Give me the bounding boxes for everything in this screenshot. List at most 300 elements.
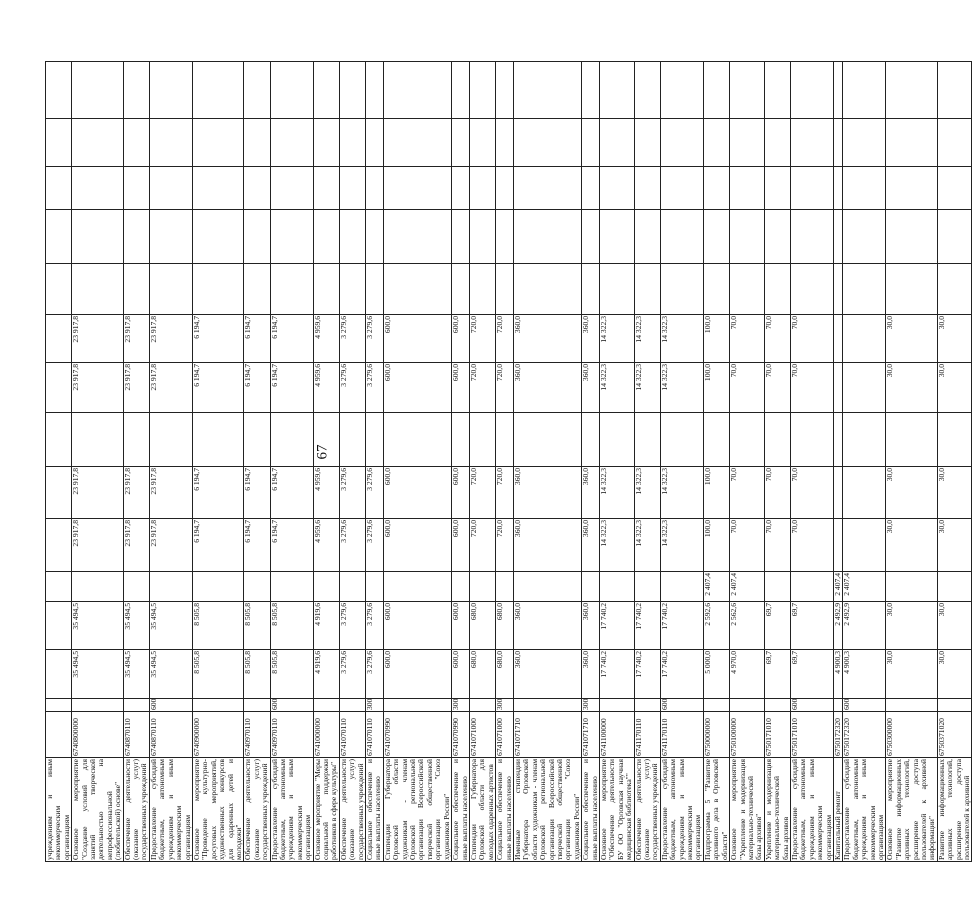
row-value-cell <box>634 119 660 167</box>
row-value-cell: 600,0 <box>452 467 470 519</box>
row-value-cell <box>513 119 581 167</box>
row-value-cell: 14 322,3 <box>634 519 660 572</box>
row-value-cell: 6 194,7 <box>270 467 313 519</box>
row-value-cell: 2 492,9 <box>833 602 842 650</box>
row-code-cell: 6741071000 <box>496 712 514 758</box>
row-value-cell: 30,0 <box>937 315 972 363</box>
row-value-cell: 600,0 <box>452 602 470 650</box>
row-value-cell: 360,0 <box>513 650 581 699</box>
row-value-cell <box>634 167 660 210</box>
row-value-cell: 4 959,6 <box>313 363 339 413</box>
row-value-cell <box>660 167 703 210</box>
row-name-cell: Обеспечение деятельности (оказание услуг) государственных учреждений <box>338 759 365 860</box>
row-value-cell <box>764 119 790 167</box>
row-value-cell: 4 919,6 <box>313 602 339 650</box>
row-empty-cell <box>937 62 972 119</box>
row-name-cell: Социальное обеспечение и иные выплаты населению <box>495 759 513 860</box>
row-value-cell <box>833 363 842 413</box>
row-value-cell <box>452 264 470 315</box>
row-value-cell: 30,0 <box>937 363 972 413</box>
row-value-cell: 360,0 <box>513 315 581 363</box>
row-value-cell: 3 279,6 <box>339 467 365 519</box>
table-row <box>192 62 243 862</box>
row-value-cell <box>469 413 495 467</box>
row-expense-type-cell <box>192 699 243 712</box>
row-value-cell: 2 407,4 <box>730 572 765 602</box>
row-empty-cell <box>270 62 313 119</box>
row-value-cell <box>452 119 470 167</box>
row-value-cell <box>513 413 581 467</box>
row-expense-type-cell <box>123 699 149 712</box>
row-value-cell: 8 505,8 <box>244 602 270 650</box>
table-row <box>313 62 339 862</box>
row-value-cell: 17 740,2 <box>660 650 703 699</box>
row-value-cell <box>833 210 842 264</box>
row-value-cell: 600,0 <box>452 650 470 699</box>
row-value-cell <box>496 413 514 467</box>
row-value-cell: 70,0 <box>730 467 765 519</box>
row-empty-cell <box>149 62 192 119</box>
row-value-cell: 2 592,6 <box>703 602 729 650</box>
row-expense-type-cell <box>730 699 765 712</box>
row-code-cell: 6741000000 <box>313 712 339 758</box>
row-empty-cell <box>46 62 72 119</box>
row-value-cell: 23 917,8 <box>72 467 123 519</box>
row-empty-cell <box>366 62 384 119</box>
row-value-cell: 8 505,8 <box>192 650 243 699</box>
row-value-cell: 35 494,5 <box>123 650 149 699</box>
row-value-cell: 23 917,8 <box>149 519 192 572</box>
table-row <box>634 62 660 862</box>
row-code-cell: 6741070990 <box>383 712 451 758</box>
row-value-cell: 600,0 <box>383 519 451 572</box>
row-value-cell: 70,0 <box>790 467 833 519</box>
row-value-cell <box>192 167 243 210</box>
row-value-cell <box>582 413 600 467</box>
rotated-table-frame <box>45 62 972 862</box>
row-value-cell: 23 917,8 <box>149 467 192 519</box>
row-value-cell: 8 505,8 <box>192 602 243 650</box>
row-value-cell <box>886 413 937 467</box>
row-empty-cell <box>496 62 514 119</box>
row-value-cell <box>582 572 600 602</box>
row-value-cell <box>730 119 765 167</box>
row-empty-cell <box>469 62 495 119</box>
row-value-cell <box>790 413 833 467</box>
row-value-cell <box>513 264 581 315</box>
row-value-cell: 69,7 <box>764 602 790 650</box>
table-row <box>366 62 384 862</box>
row-value-cell: 30,0 <box>886 315 937 363</box>
row-value-cell <box>634 572 660 602</box>
row-empty-cell <box>833 62 842 119</box>
row-value-cell <box>452 167 470 210</box>
row-value-cell <box>833 167 842 210</box>
row-value-cell <box>339 413 365 467</box>
row-value-cell: 6 194,7 <box>270 315 313 363</box>
row-name-cell: Именные стипендии Губернатора Орловской области художникам - членам Орловской региональной организации Всероссийской творческой общественной организации "Союз художников России" <box>512 759 581 860</box>
row-value-cell <box>600 210 635 264</box>
row-value-cell <box>833 264 842 315</box>
row-value-cell <box>730 210 765 264</box>
row-name-cell: Предоставление субсидий бюджетным, автономным учреждениям и иным некоммерческим организациям <box>789 759 833 860</box>
row-value-cell <box>582 264 600 315</box>
row-value-cell <box>339 264 365 315</box>
row-value-cell <box>790 210 833 264</box>
row-empty-cell <box>339 62 365 119</box>
row-value-cell <box>244 572 270 602</box>
row-empty-cell <box>513 62 581 119</box>
row-empty-cell <box>383 62 451 119</box>
row-expense-type-cell: 600 <box>660 699 703 712</box>
row-value-cell <box>764 413 790 467</box>
row-value-cell <box>886 167 937 210</box>
row-value-cell <box>366 210 384 264</box>
row-empty-cell <box>313 62 339 119</box>
row-value-cell <box>600 167 635 210</box>
row-value-cell: 69,7 <box>790 602 833 650</box>
row-code-cell: 6750100000 <box>730 712 765 758</box>
row-value-cell <box>660 413 703 467</box>
row-empty-cell <box>790 62 833 119</box>
row-value-cell <box>46 264 72 315</box>
row-expense-type-cell <box>72 699 123 712</box>
row-value-cell <box>366 167 384 210</box>
row-value-cell: 720,0 <box>469 519 495 572</box>
row-value-cell <box>46 467 72 519</box>
table-row <box>582 62 600 862</box>
row-value-cell: 360,0 <box>582 650 600 699</box>
row-value-cell <box>46 413 72 467</box>
row-expense-type-cell: 300 <box>366 699 384 712</box>
row-value-cell: 30,0 <box>886 519 937 572</box>
row-value-cell <box>46 363 72 413</box>
table-row <box>72 62 123 862</box>
row-value-cell: 680,0 <box>496 602 514 650</box>
row-value-cell: 23 917,8 <box>123 467 149 519</box>
row-name-cell: Предоставление субсидий бюджетным, автономным учреждениям и иным некоммерческим организациям <box>269 759 313 860</box>
row-code-cell: 6741071000 <box>469 712 495 758</box>
table-row <box>843 62 886 862</box>
row-value-cell <box>123 264 149 315</box>
row-value-cell <box>72 167 123 210</box>
row-name-cell: Обеспечение деятельности (оказание услуг) государственных учреждений <box>633 759 660 860</box>
row-value-cell: 30,0 <box>886 363 937 413</box>
row-value-cell <box>582 119 600 167</box>
row-value-cell: 4 900,3 <box>833 650 842 699</box>
row-expense-type-cell <box>46 699 72 712</box>
row-value-cell: 360,0 <box>513 363 581 413</box>
table-body <box>46 62 972 862</box>
row-value-cell <box>660 210 703 264</box>
row-value-cell <box>270 413 313 467</box>
row-code-cell: 6750171010 <box>764 712 790 758</box>
row-value-cell <box>886 572 937 602</box>
row-value-cell: 70,0 <box>790 363 833 413</box>
row-value-cell: 360,0 <box>513 602 581 650</box>
row-expense-type-cell <box>937 699 972 712</box>
row-value-cell: 69,7 <box>790 650 833 699</box>
row-value-cell: 720,0 <box>469 363 495 413</box>
row-value-cell <box>72 210 123 264</box>
row-code-cell: 6740970110 <box>270 712 313 758</box>
row-value-cell: 3 279,6 <box>366 602 384 650</box>
row-value-cell: 600,0 <box>452 315 470 363</box>
row-value-cell: 23 917,8 <box>72 315 123 363</box>
row-value-cell: 14 322,3 <box>600 315 635 363</box>
row-value-cell <box>843 264 886 315</box>
table-row <box>339 62 365 862</box>
row-value-cell: 35 494,5 <box>149 650 192 699</box>
row-value-cell <box>383 119 451 167</box>
row-value-cell <box>730 413 765 467</box>
row-empty-cell <box>72 62 123 119</box>
table-row <box>149 62 192 862</box>
row-value-cell <box>383 413 451 467</box>
row-value-cell <box>366 572 384 602</box>
row-value-cell <box>123 572 149 602</box>
row-empty-cell <box>764 62 790 119</box>
row-value-cell: 720,0 <box>496 363 514 413</box>
row-value-cell: 3 279,6 <box>339 650 365 699</box>
row-code-cell: 6741070990 <box>452 712 470 758</box>
row-value-cell: 680,0 <box>469 650 495 699</box>
row-code-cell: 6741070110 <box>339 712 365 758</box>
row-value-cell: 4 959,6 <box>313 519 339 572</box>
row-value-cell <box>764 167 790 210</box>
row-value-cell <box>496 167 514 210</box>
table-row <box>123 62 149 862</box>
row-value-cell <box>46 210 72 264</box>
row-value-cell: 70,0 <box>764 315 790 363</box>
row-value-cell <box>46 119 72 167</box>
row-value-cell <box>313 413 339 467</box>
row-value-cell: 100,0 <box>703 363 729 413</box>
row-value-cell: 17 740,2 <box>634 602 660 650</box>
row-value-cell <box>469 119 495 167</box>
row-value-cell: 100,0 <box>703 519 729 572</box>
row-empty-cell <box>600 62 635 119</box>
row-value-cell: 23 917,8 <box>72 363 123 413</box>
row-value-cell: 70,0 <box>764 467 790 519</box>
row-expense-type-cell <box>764 699 790 712</box>
row-value-cell <box>937 264 972 315</box>
row-empty-cell <box>660 62 703 119</box>
row-value-cell: 600,0 <box>383 650 451 699</box>
row-value-cell <box>339 210 365 264</box>
row-value-cell <box>123 119 149 167</box>
row-value-cell: 70,0 <box>764 519 790 572</box>
row-value-cell <box>366 413 384 467</box>
row-value-cell <box>660 572 703 602</box>
row-code-cell: 6750371020 <box>937 712 972 758</box>
row-empty-cell <box>703 62 729 119</box>
row-value-cell: 720,0 <box>496 519 514 572</box>
row-value-cell <box>72 119 123 167</box>
row-value-cell <box>46 602 72 650</box>
row-value-cell <box>192 572 243 602</box>
row-value-cell <box>703 264 729 315</box>
row-value-cell <box>764 264 790 315</box>
row-value-cell <box>937 167 972 210</box>
row-value-cell: 2 562,6 <box>730 602 765 650</box>
row-value-cell: 720,0 <box>469 467 495 519</box>
row-code-cell: 6741100000 <box>600 712 635 758</box>
row-expense-type-cell <box>383 699 451 712</box>
row-value-cell <box>46 572 72 602</box>
row-code-cell: 6740900000 <box>192 712 243 758</box>
row-value-cell: 30,0 <box>937 467 972 519</box>
row-value-cell: 6 194,7 <box>244 363 270 413</box>
row-value-cell: 14 322,3 <box>634 467 660 519</box>
row-value-cell: 30,0 <box>886 467 937 519</box>
row-value-cell: 6 194,7 <box>192 363 243 413</box>
row-value-cell: 600,0 <box>383 467 451 519</box>
row-value-cell <box>833 413 842 467</box>
row-value-cell <box>244 210 270 264</box>
row-value-cell: 70,0 <box>790 519 833 572</box>
row-value-cell: 3 279,6 <box>366 363 384 413</box>
row-value-cell <box>72 413 123 467</box>
row-expense-type-cell <box>469 699 495 712</box>
row-value-cell <box>764 572 790 602</box>
row-name-cell: Предоставление субсидий бюджетным, автономным учреждениям и иным некоммерческим организациям <box>659 759 703 860</box>
table-row <box>937 62 972 862</box>
row-value-cell: 3 279,6 <box>339 363 365 413</box>
row-expense-type-cell <box>244 699 270 712</box>
row-value-cell: 3 279,6 <box>366 467 384 519</box>
row-code-cell <box>46 712 72 758</box>
row-value-cell <box>513 167 581 210</box>
row-expense-type-cell: 300 <box>452 699 470 712</box>
row-value-cell <box>313 119 339 167</box>
row-value-cell: 70,0 <box>730 519 765 572</box>
row-name-cell: учреждениям и иным некоммерческим организациям <box>45 759 71 860</box>
row-value-cell <box>46 315 72 363</box>
row-code-cell: 6750172320 <box>843 712 886 758</box>
row-value-cell: 35 494,5 <box>149 602 192 650</box>
row-value-cell <box>634 413 660 467</box>
row-value-cell: 6 194,7 <box>270 363 313 413</box>
table-row <box>244 62 270 862</box>
row-value-cell <box>833 519 842 572</box>
table-row <box>790 62 833 862</box>
row-code-cell: 6750300000 <box>886 712 937 758</box>
row-value-cell <box>703 119 729 167</box>
row-value-cell <box>790 119 833 167</box>
row-empty-cell <box>634 62 660 119</box>
row-name-cell: Основное мероприятие "Развитие информационных архивных технологий, расширение доступа пользователей к архивной информации" <box>885 759 937 860</box>
row-value-cell: 17 740,2 <box>660 602 703 650</box>
row-value-cell: 17 740,2 <box>634 650 660 699</box>
row-value-cell: 70,0 <box>730 363 765 413</box>
row-value-cell <box>244 413 270 467</box>
row-value-cell <box>660 264 703 315</box>
row-value-cell: 100,0 <box>703 467 729 519</box>
row-value-cell <box>790 167 833 210</box>
row-value-cell: 2 492,9 <box>843 602 886 650</box>
row-value-cell: 360,0 <box>513 519 581 572</box>
row-value-cell <box>937 572 972 602</box>
row-value-cell <box>366 119 384 167</box>
table-row <box>383 62 451 862</box>
row-expense-type-cell: 300 <box>582 699 600 712</box>
row-value-cell <box>339 572 365 602</box>
row-value-cell: 6 194,7 <box>244 519 270 572</box>
row-value-cell: 4 959,6 <box>313 467 339 519</box>
row-value-cell: 4 970,0 <box>730 650 765 699</box>
row-value-cell: 35 494,5 <box>72 650 123 699</box>
row-value-cell <box>469 572 495 602</box>
row-code-cell: 6741170110 <box>634 712 660 758</box>
row-expense-type-cell <box>886 699 937 712</box>
table-row <box>513 62 581 862</box>
row-value-cell <box>339 167 365 210</box>
row-value-cell <box>383 210 451 264</box>
row-empty-cell <box>582 62 600 119</box>
row-expense-type-cell <box>703 699 729 712</box>
row-empty-cell <box>123 62 149 119</box>
row-value-cell <box>843 519 886 572</box>
row-name-cell: Укрепление и модернизация материально-технической базы архивов <box>763 759 790 860</box>
row-value-cell <box>149 413 192 467</box>
row-value-cell <box>843 315 886 363</box>
row-value-cell: 600,0 <box>452 519 470 572</box>
row-value-cell: 14 322,3 <box>600 363 635 413</box>
row-value-cell: 360,0 <box>582 315 600 363</box>
row-value-cell: 600,0 <box>383 315 451 363</box>
row-value-cell: 14 322,3 <box>660 467 703 519</box>
row-value-cell <box>244 119 270 167</box>
row-value-cell: 4 959,6 <box>313 315 339 363</box>
row-value-cell: 6 194,7 <box>244 467 270 519</box>
row-value-cell: 17 740,2 <box>600 650 635 699</box>
row-value-cell <box>582 167 600 210</box>
row-value-cell <box>764 210 790 264</box>
row-value-cell: 35 494,5 <box>123 602 149 650</box>
row-value-cell: 14 322,3 <box>634 363 660 413</box>
row-code-cell: 6740970110 <box>244 712 270 758</box>
row-value-cell <box>843 167 886 210</box>
row-empty-cell <box>886 62 937 119</box>
row-value-cell <box>383 167 451 210</box>
row-value-cell: 2 407,4 <box>843 572 886 602</box>
row-value-cell: 30,0 <box>937 650 972 699</box>
row-value-cell: 4 900,3 <box>843 650 886 699</box>
table-row <box>496 62 514 862</box>
row-value-cell <box>469 167 495 210</box>
row-value-cell <box>270 167 313 210</box>
row-value-cell <box>600 264 635 315</box>
row-value-cell <box>833 119 842 167</box>
row-value-cell: 680,0 <box>496 650 514 699</box>
row-value-cell: 6 194,7 <box>192 467 243 519</box>
row-value-cell <box>582 210 600 264</box>
row-value-cell <box>313 210 339 264</box>
row-value-cell: 70,0 <box>764 363 790 413</box>
row-value-cell <box>730 264 765 315</box>
row-value-cell: 8 505,8 <box>270 650 313 699</box>
row-expense-type-cell <box>634 699 660 712</box>
row-value-cell <box>123 167 149 210</box>
row-value-cell: 360,0 <box>582 519 600 572</box>
row-value-cell <box>886 119 937 167</box>
row-value-cell <box>383 572 451 602</box>
row-value-cell <box>313 264 339 315</box>
row-value-cell <box>496 119 514 167</box>
row-value-cell <box>843 363 886 413</box>
row-name-cell: Социальное обеспечение и иные выплаты населению <box>365 759 383 860</box>
